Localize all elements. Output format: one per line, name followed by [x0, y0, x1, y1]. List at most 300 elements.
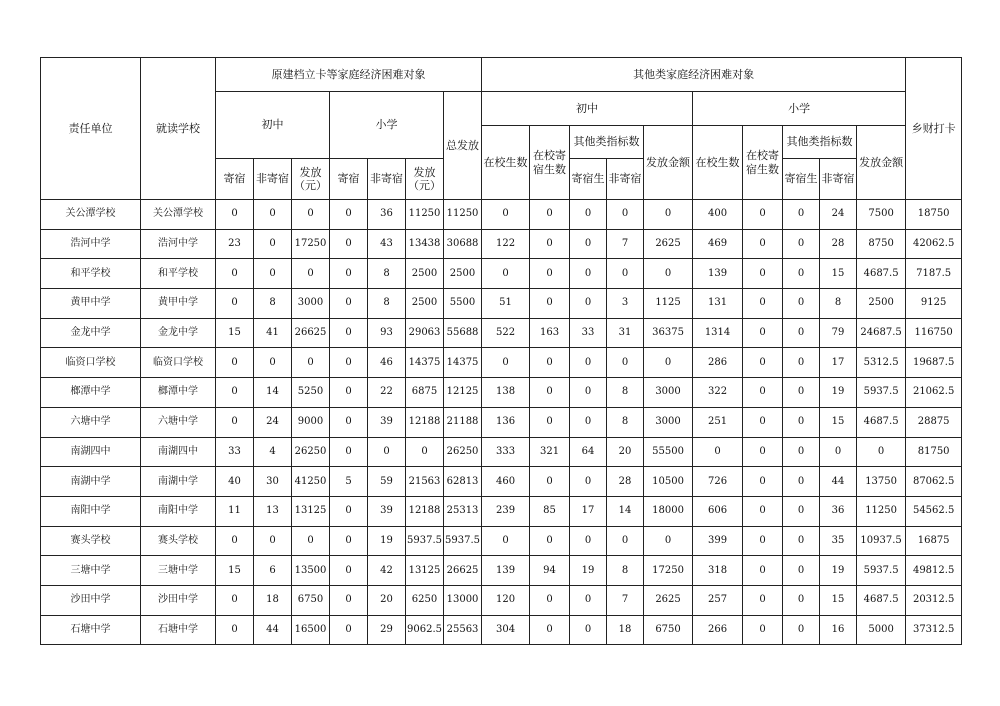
cell-value: 14375: [444, 348, 482, 378]
cell-value: 399: [693, 526, 743, 556]
cell-value: 0: [570, 289, 607, 319]
header-b-junior-non-boarding: 非寄宿: [607, 159, 644, 200]
cell-value: 0: [292, 259, 330, 289]
cell-value: 522: [482, 318, 530, 348]
cell-value: 4687.5: [857, 259, 906, 289]
cell-value: 20: [607, 437, 644, 467]
cell-value: 0: [216, 259, 254, 289]
cell-value: 12188: [406, 496, 444, 526]
cell-value: 0: [570, 200, 607, 230]
cell-school: 沙田中学: [141, 585, 216, 615]
cell-value: 0: [330, 378, 368, 408]
header-school: 就读学校: [141, 58, 216, 200]
cell-value: 37312.5: [906, 615, 962, 645]
cell-value: 11250: [444, 200, 482, 230]
cell-value: 0: [330, 615, 368, 645]
cell-value: 0: [644, 348, 693, 378]
cell-value: 0: [783, 318, 820, 348]
header-a-primary-non-boarding: 非寄宿: [368, 159, 406, 200]
cell-school: 黄甲中学: [141, 289, 216, 319]
cell-value: 24: [254, 407, 292, 437]
cell-value: 11250: [857, 496, 906, 526]
cell-value: 0: [530, 348, 570, 378]
cell-value: 0: [743, 200, 783, 230]
cell-value: 44: [254, 615, 292, 645]
cell-value: 0: [743, 348, 783, 378]
table-row: [41, 407, 962, 437]
cell-value: 0: [570, 259, 607, 289]
cell-value: 13000: [444, 585, 482, 615]
cell-value: 15: [216, 556, 254, 586]
cell-value: 94: [530, 556, 570, 586]
cell-value: 17: [570, 496, 607, 526]
header-a-primary-boarding: 寄宿: [330, 159, 368, 200]
cell-value: 40: [216, 467, 254, 497]
cell-value: 8: [254, 289, 292, 319]
cell-value: 318: [693, 556, 743, 586]
cell-value: 0: [330, 200, 368, 230]
cell-value: 59: [368, 467, 406, 497]
cell-value: 7187.5: [906, 259, 962, 289]
header-resp-unit: 责任单位: [41, 58, 141, 200]
cell-value: 0: [530, 615, 570, 645]
cell-value: 0: [644, 526, 693, 556]
cell-value: 28: [820, 229, 857, 259]
cell-value: 3000: [644, 378, 693, 408]
cell-value: 41: [254, 318, 292, 348]
table-row: [41, 378, 962, 408]
cell-value: 10937.5: [857, 526, 906, 556]
cell-value: 0: [216, 585, 254, 615]
cell-value: 1314: [693, 318, 743, 348]
cell-value: 14: [254, 378, 292, 408]
cell-school: 六塘中学: [141, 407, 216, 437]
table-row: [41, 496, 962, 526]
cell-value: 0: [330, 289, 368, 319]
cell-value: 15: [216, 318, 254, 348]
cell-value: 0: [216, 378, 254, 408]
cell-value: 0: [607, 526, 644, 556]
cell-value: 4: [254, 437, 292, 467]
cell-resp-unit: 浩河中学: [41, 229, 141, 259]
cell-value: 7: [607, 229, 644, 259]
cell-value: 0: [216, 526, 254, 556]
cell-value: 0: [482, 526, 530, 556]
cell-resp-unit: 六塘中学: [41, 407, 141, 437]
cell-value: 4687.5: [857, 407, 906, 437]
cell-value: 51: [482, 289, 530, 319]
table-row: [41, 556, 962, 586]
table-row: [41, 289, 962, 319]
cell-value: 7500: [857, 200, 906, 230]
cell-value: 0: [292, 200, 330, 230]
cell-value: 0: [820, 437, 857, 467]
cell-value: 120: [482, 585, 530, 615]
cell-value: 136: [482, 407, 530, 437]
cell-value: 0: [693, 437, 743, 467]
cell-value: 0: [330, 496, 368, 526]
cell-resp-unit: 金龙中学: [41, 318, 141, 348]
cell-value: 322: [693, 378, 743, 408]
cell-value: 2500: [406, 259, 444, 289]
cell-value: 21188: [444, 407, 482, 437]
cell-value: 5937.5: [857, 378, 906, 408]
cell-value: 0: [254, 526, 292, 556]
cell-value: 3000: [644, 407, 693, 437]
cell-value: 0: [857, 437, 906, 467]
cell-value: 28875: [906, 407, 962, 437]
cell-value: 0: [330, 348, 368, 378]
cell-value: 8: [607, 378, 644, 408]
cell-value: 13438: [406, 229, 444, 259]
cell-value: 0: [330, 407, 368, 437]
cell-value: 21563: [406, 467, 444, 497]
cell-value: 0: [783, 229, 820, 259]
cell-value: 18000: [644, 496, 693, 526]
header-b-primary-non-boarding: 非寄宿: [820, 159, 857, 200]
cell-school: 榔潭中学: [141, 378, 216, 408]
cell-value: 0: [607, 348, 644, 378]
cell-value: 6750: [292, 585, 330, 615]
header-a-junior: 初中: [216, 92, 330, 159]
table-row: [41, 200, 962, 230]
cell-resp-unit: 南阳中学: [41, 496, 141, 526]
header-a-junior-boarding: 寄宿: [216, 159, 254, 200]
cell-value: 0: [530, 467, 570, 497]
cell-value: 19: [820, 556, 857, 586]
cell-value: 19: [570, 556, 607, 586]
header-b-primary-boarder: 寄宿生: [783, 159, 820, 200]
cell-value: 19: [368, 526, 406, 556]
header-a-primary-issued: 发放（元）: [406, 159, 444, 200]
cell-value: 333: [482, 437, 530, 467]
cell-value: 0: [570, 467, 607, 497]
cell-value: 3000: [292, 289, 330, 319]
cell-value: 16: [820, 615, 857, 645]
cell-value: 30: [254, 467, 292, 497]
cell-resp-unit: 赛头学校: [41, 526, 141, 556]
cell-value: 0: [783, 200, 820, 230]
header-township: 乡财打卡: [906, 58, 962, 200]
cell-value: 0: [743, 378, 783, 408]
cell-value: 0: [783, 407, 820, 437]
cell-value: 0: [330, 526, 368, 556]
cell-value: 0: [570, 615, 607, 645]
cell-value: 0: [530, 526, 570, 556]
cell-value: 0: [743, 407, 783, 437]
cell-value: 286: [693, 348, 743, 378]
cell-value: 251: [693, 407, 743, 437]
cell-value: 3: [607, 289, 644, 319]
cell-value: 55688: [444, 318, 482, 348]
cell-value: 19687.5: [906, 348, 962, 378]
cell-value: 24687.5: [857, 318, 906, 348]
cell-value: 4687.5: [857, 585, 906, 615]
cell-value: 0: [330, 556, 368, 586]
cell-resp-unit: 沙田中学: [41, 585, 141, 615]
cell-value: 24: [820, 200, 857, 230]
header-group-a: 原建档立卡等家庭经济困难对象: [216, 58, 482, 92]
cell-value: 17: [820, 348, 857, 378]
cell-value: 54562.5: [906, 496, 962, 526]
table-row: [41, 585, 962, 615]
cell-value: 0: [783, 378, 820, 408]
cell-school: 南湖中学: [141, 467, 216, 497]
cell-value: 0: [482, 348, 530, 378]
cell-resp-unit: 黄甲中学: [41, 289, 141, 319]
table-row: [41, 259, 962, 289]
cell-value: 9000: [292, 407, 330, 437]
cell-value: 30688: [444, 229, 482, 259]
cell-value: 0: [783, 348, 820, 378]
table-row: [41, 318, 962, 348]
cell-value: 122: [482, 229, 530, 259]
cell-value: 0: [406, 437, 444, 467]
cell-value: 2500: [857, 289, 906, 319]
cell-value: 726: [693, 467, 743, 497]
table-row: [41, 467, 962, 497]
cell-value: 139: [482, 556, 530, 586]
header-b-primary-issued-amount: 发放金额: [857, 126, 906, 200]
cell-value: 20312.5: [906, 585, 962, 615]
cell-value: 26625: [292, 318, 330, 348]
cell-school: 南湖四中: [141, 437, 216, 467]
cell-school: 石塘中学: [141, 615, 216, 645]
cell-value: 0: [743, 467, 783, 497]
cell-value: 36: [820, 496, 857, 526]
header-b-primary-other-quota: 其他类指标数: [783, 126, 857, 159]
cell-value: 1125: [644, 289, 693, 319]
cell-value: 17250: [292, 229, 330, 259]
cell-value: 2500: [406, 289, 444, 319]
cell-value: 0: [570, 585, 607, 615]
cell-value: 8: [368, 259, 406, 289]
cell-value: 49812.5: [906, 556, 962, 586]
cell-value: 0: [254, 259, 292, 289]
cell-value: 36: [368, 200, 406, 230]
cell-value: 0: [330, 437, 368, 467]
cell-value: 6750: [644, 615, 693, 645]
cell-value: 93: [368, 318, 406, 348]
cell-value: 5312.5: [857, 348, 906, 378]
header-b-primary-enrolled: 在校生数: [693, 126, 743, 200]
cell-value: 5937.5: [857, 556, 906, 586]
cell-value: 14: [607, 496, 644, 526]
cell-value: 116750: [906, 318, 962, 348]
cell-value: 0: [330, 229, 368, 259]
cell-value: 8750: [857, 229, 906, 259]
cell-school: 三塘中学: [141, 556, 216, 586]
cell-value: 0: [482, 200, 530, 230]
cell-value: 36375: [644, 318, 693, 348]
table-row: [41, 229, 962, 259]
cell-value: 139: [693, 259, 743, 289]
cell-value: 0: [743, 556, 783, 586]
cell-value: 257: [693, 585, 743, 615]
cell-value: 8: [607, 407, 644, 437]
cell-value: 5: [330, 467, 368, 497]
cell-value: 0: [644, 259, 693, 289]
cell-value: 2625: [644, 585, 693, 615]
cell-value: 0: [743, 585, 783, 615]
funding-table: [40, 57, 962, 645]
cell-value: 44: [820, 467, 857, 497]
cell-value: 15: [820, 259, 857, 289]
cell-value: 0: [216, 289, 254, 319]
cell-value: 25313: [444, 496, 482, 526]
cell-value: 163: [530, 318, 570, 348]
header-b-junior-boarding-enrolled: 在校寄宿生数: [530, 126, 570, 200]
cell-value: 79: [820, 318, 857, 348]
cell-value: 17250: [644, 556, 693, 586]
cell-value: 0: [292, 526, 330, 556]
cell-value: 5000: [857, 615, 906, 645]
cell-value: 23: [216, 229, 254, 259]
cell-value: 0: [607, 200, 644, 230]
cell-value: 62813: [444, 467, 482, 497]
cell-value: 0: [570, 229, 607, 259]
cell-value: 0: [783, 437, 820, 467]
cell-value: 0: [743, 318, 783, 348]
table-row: [41, 348, 962, 378]
cell-value: 0: [644, 200, 693, 230]
cell-value: 606: [693, 496, 743, 526]
cell-value: 13750: [857, 467, 906, 497]
cell-value: 2500: [444, 259, 482, 289]
cell-value: 42062.5: [906, 229, 962, 259]
cell-value: 0: [570, 407, 607, 437]
cell-value: 0: [216, 348, 254, 378]
cell-value: 26250: [292, 437, 330, 467]
cell-school: 关公潭学校: [141, 200, 216, 230]
cell-value: 0: [254, 229, 292, 259]
cell-value: 0: [530, 585, 570, 615]
cell-value: 0: [783, 289, 820, 319]
cell-resp-unit: 关公潭学校: [41, 200, 141, 230]
cell-value: 16875: [906, 526, 962, 556]
cell-value: 0: [530, 407, 570, 437]
cell-value: 13: [254, 496, 292, 526]
cell-value: 0: [530, 259, 570, 289]
cell-value: 138: [482, 378, 530, 408]
cell-value: 0: [530, 229, 570, 259]
cell-value: 55500: [644, 437, 693, 467]
cell-resp-unit: 临资口学校: [41, 348, 141, 378]
cell-value: 0: [292, 348, 330, 378]
cell-value: 2625: [644, 229, 693, 259]
header-a-total: 总发放: [444, 92, 482, 200]
cell-value: 5500: [444, 289, 482, 319]
cell-value: 81750: [906, 437, 962, 467]
cell-resp-unit: 南湖四中: [41, 437, 141, 467]
cell-value: 0: [783, 496, 820, 526]
cell-value: 9125: [906, 289, 962, 319]
cell-value: 33: [216, 437, 254, 467]
cell-value: 460: [482, 467, 530, 497]
cell-value: 12125: [444, 378, 482, 408]
cell-value: 0: [570, 526, 607, 556]
cell-value: 10500: [644, 467, 693, 497]
cell-value: 8: [820, 289, 857, 319]
cell-value: 0: [743, 289, 783, 319]
cell-value: 0: [330, 318, 368, 348]
cell-value: 400: [693, 200, 743, 230]
cell-value: 29063: [406, 318, 444, 348]
cell-value: 6: [254, 556, 292, 586]
cell-resp-unit: 石塘中学: [41, 615, 141, 645]
cell-value: 0: [530, 200, 570, 230]
cell-value: 64: [570, 437, 607, 467]
header-b-junior: 初中: [482, 92, 693, 126]
cell-value: 35: [820, 526, 857, 556]
cell-value: 26625: [444, 556, 482, 586]
cell-value: 13125: [406, 556, 444, 586]
cell-value: 0: [743, 615, 783, 645]
cell-value: 5250: [292, 378, 330, 408]
cell-value: 0: [254, 200, 292, 230]
cell-value: 6250: [406, 585, 444, 615]
cell-value: 0: [330, 259, 368, 289]
cell-value: 131: [693, 289, 743, 319]
cell-value: 304: [482, 615, 530, 645]
cell-value: 8: [607, 556, 644, 586]
cell-value: 22: [368, 378, 406, 408]
cell-value: 0: [216, 407, 254, 437]
cell-value: 0: [783, 259, 820, 289]
cell-value: 13500: [292, 556, 330, 586]
cell-value: 0: [743, 259, 783, 289]
cell-value: 0: [783, 585, 820, 615]
table-row: [41, 526, 962, 556]
header-a-primary: 小学: [330, 92, 444, 159]
cell-value: 9062.5: [406, 615, 444, 645]
cell-value: 239: [482, 496, 530, 526]
cell-value: 85: [530, 496, 570, 526]
cell-school: 临资口学校: [141, 348, 216, 378]
header-b-junior-enrolled: 在校生数: [482, 126, 530, 200]
cell-value: 0: [330, 585, 368, 615]
cell-value: 26250: [444, 437, 482, 467]
cell-value: 87062.5: [906, 467, 962, 497]
cell-value: 0: [368, 437, 406, 467]
cell-value: 20: [368, 585, 406, 615]
cell-value: 0: [743, 496, 783, 526]
cell-value: 14375: [406, 348, 444, 378]
cell-value: 11: [216, 496, 254, 526]
cell-value: 29: [368, 615, 406, 645]
cell-value: 0: [482, 259, 530, 289]
cell-value: 0: [530, 289, 570, 319]
cell-value: 0: [216, 200, 254, 230]
cell-value: 0: [743, 526, 783, 556]
cell-value: 0: [783, 615, 820, 645]
header-b-junior-other-quota: 其他类指标数: [570, 126, 644, 159]
cell-value: 469: [693, 229, 743, 259]
cell-school: 南阳中学: [141, 496, 216, 526]
cell-value: 7: [607, 585, 644, 615]
cell-value: 18: [607, 615, 644, 645]
header-b-junior-boarder: 寄宿生: [570, 159, 607, 200]
cell-resp-unit: 三塘中学: [41, 556, 141, 586]
cell-value: 12188: [406, 407, 444, 437]
table-row: [41, 615, 962, 645]
cell-value: 0: [254, 348, 292, 378]
cell-value: 25563: [444, 615, 482, 645]
cell-value: 0: [530, 378, 570, 408]
cell-value: 21062.5: [906, 378, 962, 408]
cell-resp-unit: 南湖中学: [41, 467, 141, 497]
cell-value: 31: [607, 318, 644, 348]
